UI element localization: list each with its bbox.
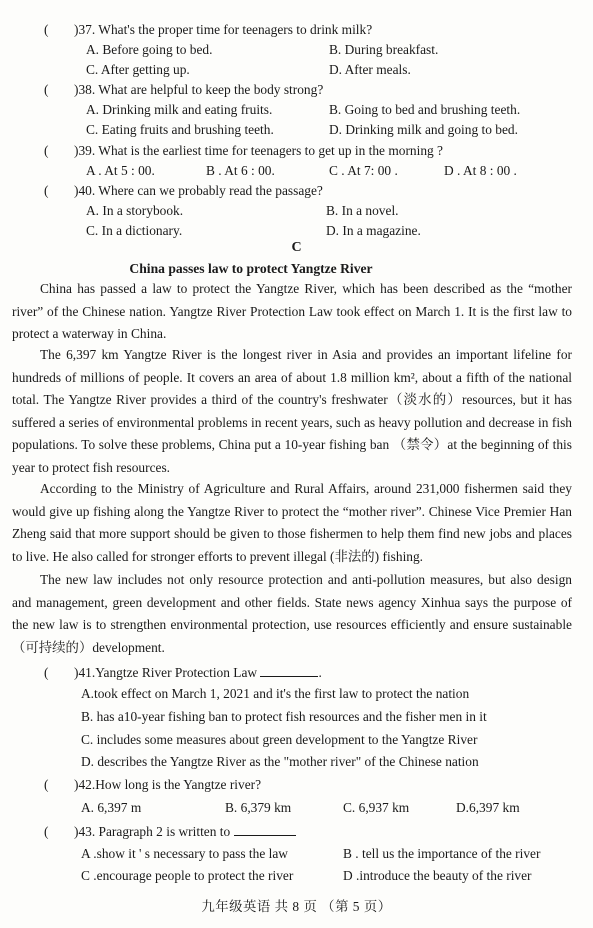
answer-paren[interactable]: ( (44, 82, 49, 97)
question-stem: )38. What are helpful to keep the body strong? (74, 82, 324, 97)
option-37-a: A. Before going to bed. (86, 42, 213, 57)
question-39 (44, 143, 443, 159)
option-42-d: D.6,397 km (456, 800, 520, 815)
answer-paren[interactable]: ( (44, 183, 49, 198)
option-40-b: B. In a novel. (326, 203, 399, 218)
option-38-b: B. Going to bed and brushing teeth. (329, 102, 521, 117)
option-37-b: B. During breakfast. (329, 42, 439, 57)
answer-blank[interactable] (260, 664, 318, 677)
paragraph-1: China has passed a law to protect the Yangtze River, which has been described as the “mother river” of the Chinese nation. Yangtze River Protection Law took effect on March 1. It is the first law to protect a waterway in China. (12, 281, 572, 342)
paragraph-4: The new law includes not only resource protection and anti-pollution measures, but also design and management, green development and other fields. State news agency Xinhua says the purpose of the new law is to strengthen environmental protection, use resources efficiently and ensure sustainable（可持续的）development. (12, 572, 572, 655)
option-42-b: B. 6,379 km (225, 800, 292, 815)
option-41-a: A.took effect on March 1, 2021 and it's the first law to protect the nation (81, 686, 470, 701)
question-stem: )42.How long is the Yangtze river? (74, 777, 262, 792)
question-stem: )41.Yangtze River Protection Law (74, 665, 258, 680)
option-38-c: C. Eating fruits and brushing teeth. (86, 122, 274, 137)
option-39-c: C . At 7: 00 . (329, 163, 398, 178)
answer-paren[interactable]: ( (44, 143, 49, 158)
question-stem: )40. Where can we probably read the passage? (74, 183, 323, 198)
option-43-a: A .show it ' s necessary to pass the law (81, 846, 288, 861)
section-label: C (291, 240, 302, 255)
question-38 (44, 82, 323, 98)
option-40-a: A. In a storybook. (86, 203, 184, 218)
question-stem: )37. What's the proper time for teenagers to drink milk? (74, 22, 373, 37)
paragraph-3: According to the Ministry of Agriculture and Rural Affairs, around 231,000 fishermen said they would give up fishing along the Yangtze River to protect the “mother river”. Chinese Vice Premier Han Zheng said that more support should be given to those fishermen to help them find new jobs and places to live. He also called for stronger efforts to prevent illegal (非法的) fishing. (12, 481, 572, 564)
option-37-c: C. After getting up. (86, 62, 190, 77)
passage-title: China passes law to protect Yangtze River (129, 261, 373, 276)
answer-paren[interactable]: ( (44, 777, 49, 792)
option-42-c: C. 6,937 km (343, 800, 410, 815)
option-39-a: A . At 5 : 00. (86, 163, 155, 178)
question-37 (44, 22, 372, 38)
option-43-c: C .encourage people to protect the river (81, 868, 294, 883)
option-38-d: D. Drinking milk and going to bed. (329, 122, 518, 137)
option-41-d: D. describes the Yangtze River as the "mother river" of the Chinese nation (81, 754, 479, 769)
answer-paren[interactable]: ( (44, 22, 49, 37)
option-38-a: A. Drinking milk and eating fruits. (86, 102, 273, 117)
question-tail: . (318, 665, 322, 680)
option-41-b: B. has a10-year fishing ban to protect fish resources and the fisher men in it (81, 709, 487, 724)
option-43-d: D .introduce the beauty of the river (343, 868, 532, 883)
answer-paren[interactable]: ( (44, 824, 49, 839)
page-footer: 九年级英语 共 8 页 （第 5 页） (201, 899, 392, 914)
option-40-d: D. In a magazine. (326, 223, 421, 238)
option-39-d: D . At 8 : 00 . (444, 163, 517, 178)
question-stem: )43. Paragraph 2 is written to (74, 824, 231, 839)
option-39-b: B . At 6 : 00. (206, 163, 275, 178)
option-41-c: C. includes some measures about green development to the Yangtze River (81, 732, 478, 747)
question-stem: )39. What is the earliest time for teenagers to get up in the morning ? (74, 143, 444, 158)
option-40-c: C. In a dictionary. (86, 223, 183, 238)
question-42 (44, 777, 261, 793)
option-43-b: B . tell us the importance of the river (343, 846, 541, 861)
answer-paren[interactable]: ( (44, 665, 49, 680)
option-42-a: A. 6,397 m (81, 800, 142, 815)
answer-blank[interactable] (234, 823, 296, 836)
question-40 (44, 183, 323, 199)
paragraph-2: The 6,397 km Yangtze River is the longest river in Asia and provides an important lifeline for hundreds of millions of people. It covers an area of about 1.8 million km², about a fifth of the national total. The Yangtze River provides a third of the country's freshwater（淡水的）resources, but it has suffered a series of environmental problems in recent years, such as heavy pollution and decrease in fish populations. To solve these problems, China put a 10-year fishing ban （禁令）at the beginning of this year to protect fish resources. (12, 347, 572, 475)
question-43 (44, 823, 296, 840)
question-41 (44, 664, 322, 681)
option-37-d: D. After meals. (329, 62, 411, 77)
